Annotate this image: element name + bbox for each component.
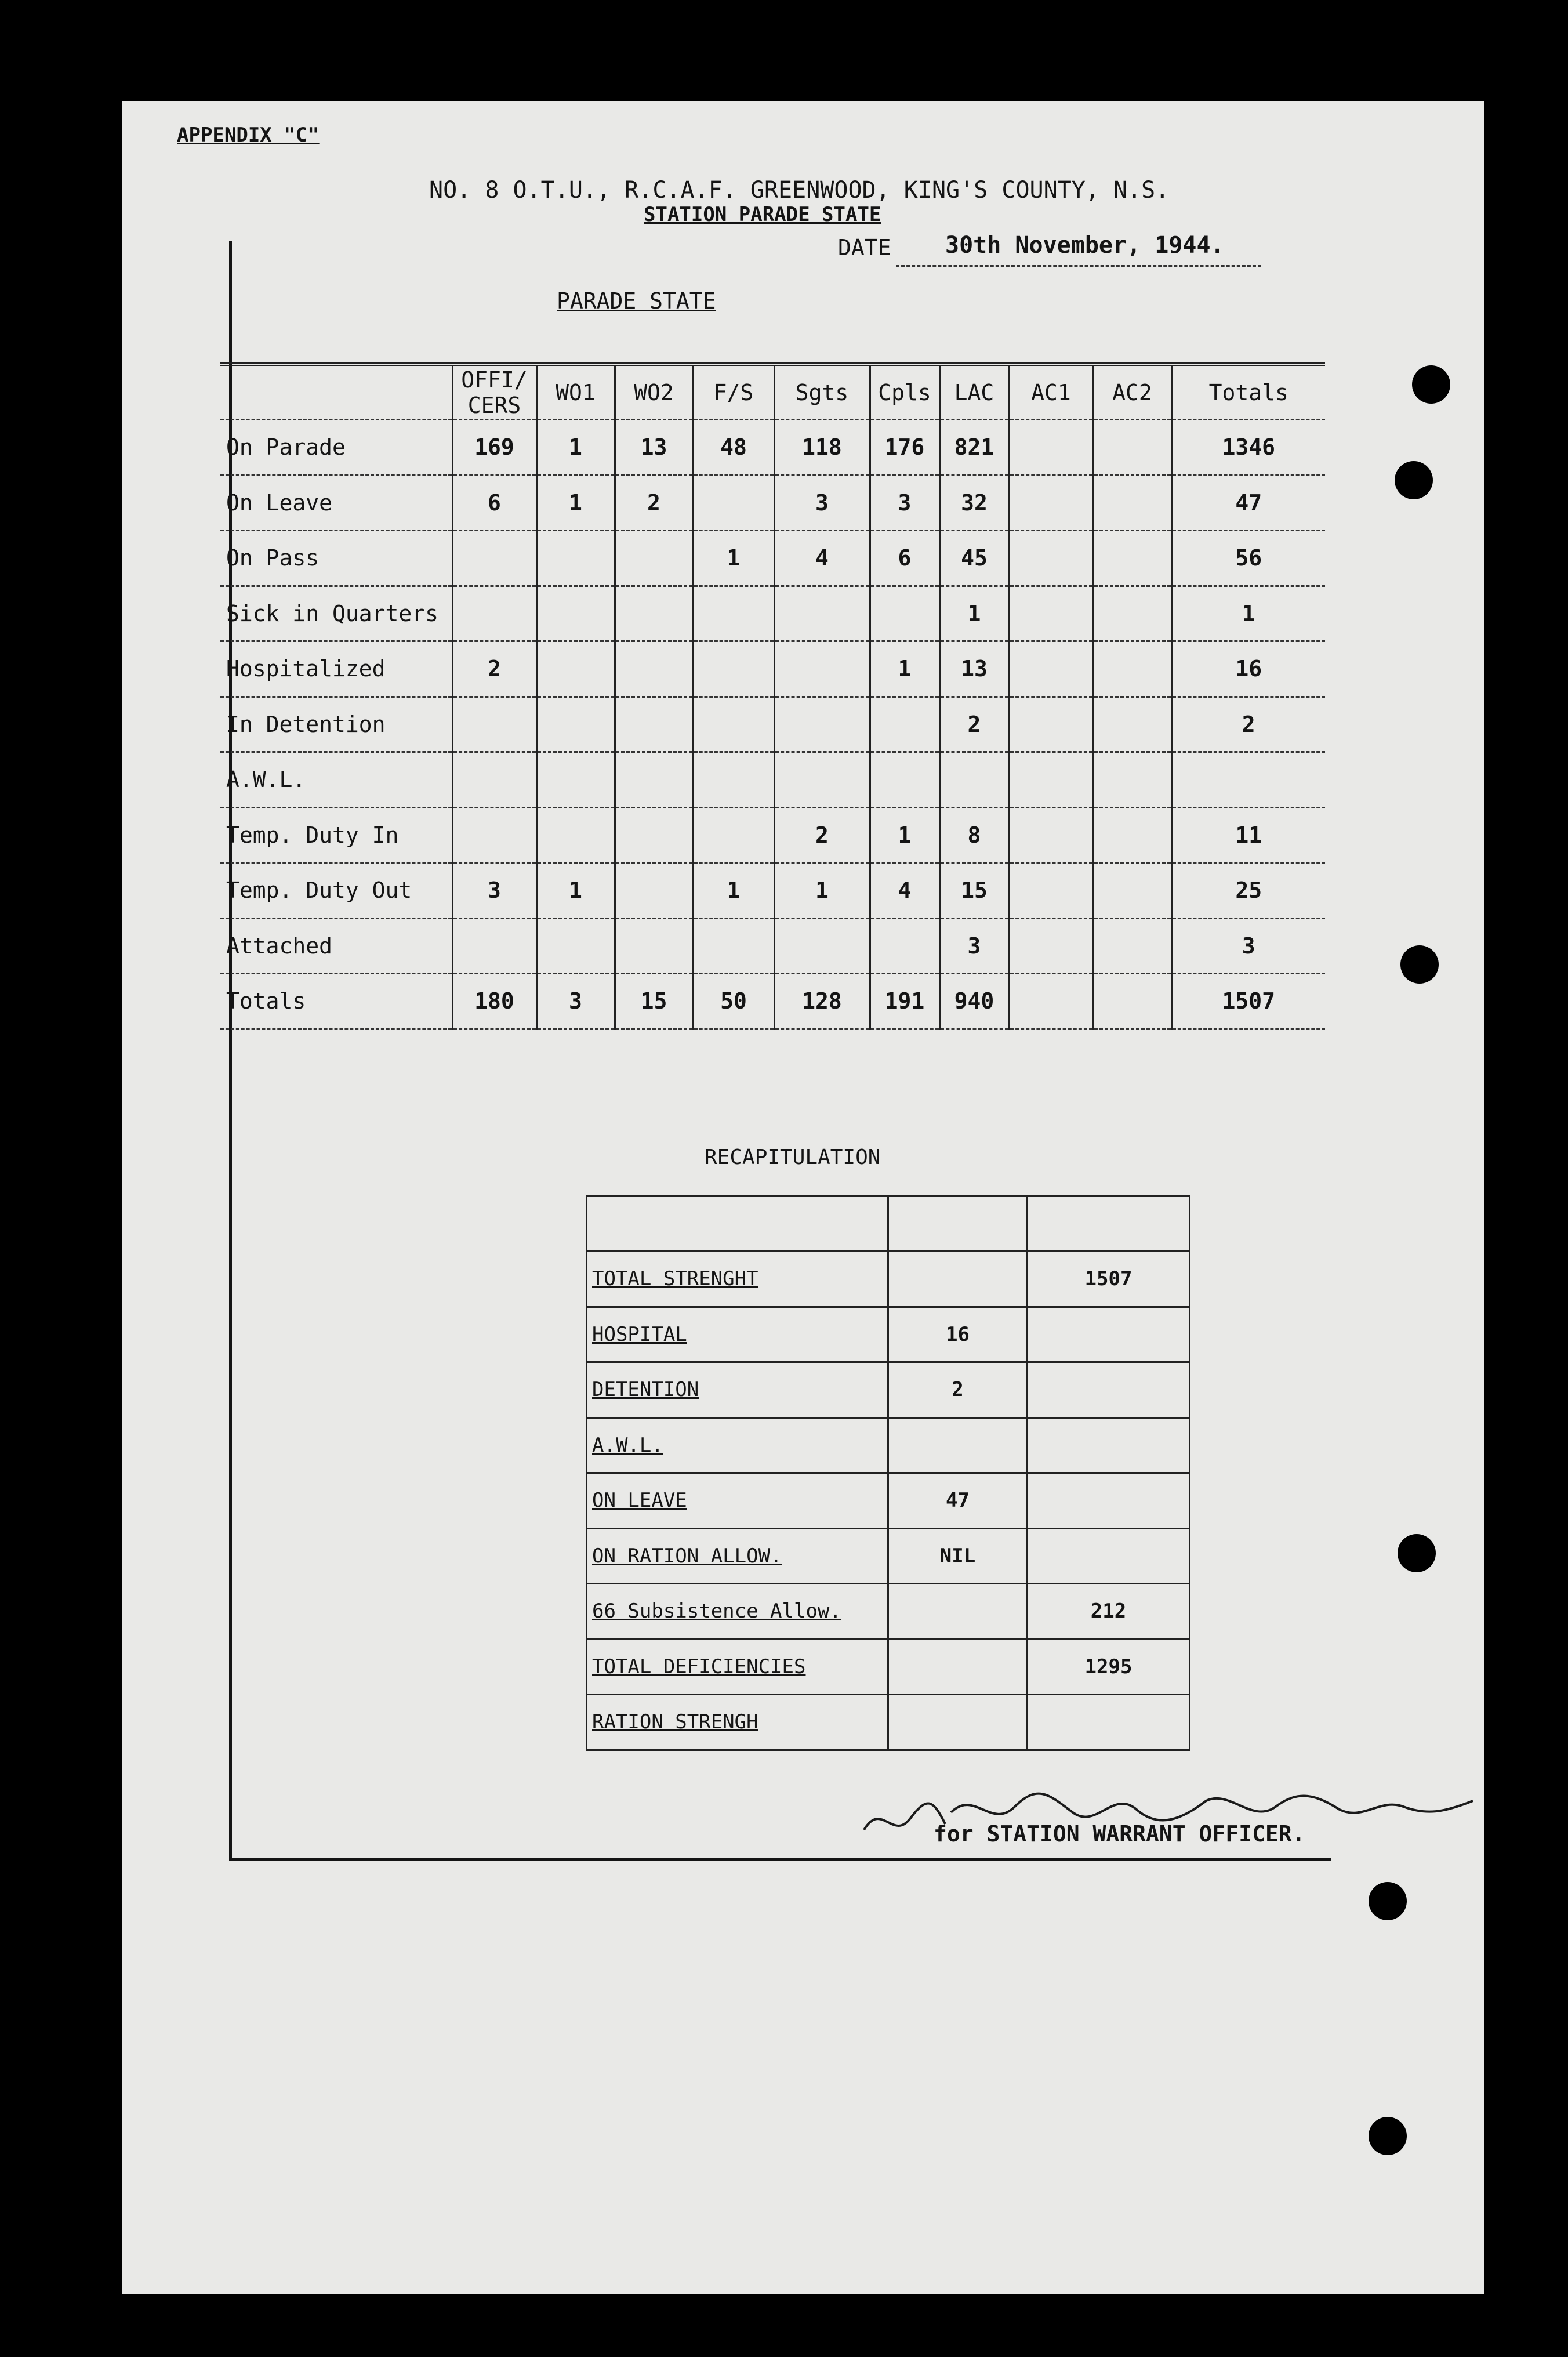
recap-total	[1028, 1196, 1190, 1252]
table-cell	[870, 697, 939, 752]
table-cell: 940	[939, 974, 1009, 1029]
table-cell	[1009, 863, 1093, 919]
recap-row	[587, 1196, 1190, 1252]
table-cell	[452, 918, 536, 974]
table-cell	[536, 807, 615, 863]
date-value: 30th November, 1944.	[945, 232, 1225, 259]
table-cell: 1	[693, 863, 774, 919]
recap-value: 47	[888, 1473, 1028, 1529]
recap-label: TOTAL STRENGHT	[587, 1252, 888, 1307]
table-cell	[693, 918, 774, 974]
table-cell	[693, 807, 774, 863]
table-cell: 1	[693, 531, 774, 586]
column-header: WO2	[615, 364, 693, 420]
table-cell	[1093, 641, 1171, 697]
table-cell: 1	[939, 586, 1009, 641]
row-label: Hospitalized	[220, 641, 452, 697]
recap-total	[1028, 1362, 1190, 1418]
table-cell	[1093, 475, 1171, 531]
recap-value: 16	[888, 1307, 1028, 1362]
recap-total	[1028, 1417, 1190, 1473]
table-cell	[774, 641, 870, 697]
table-row	[220, 752, 1325, 808]
table-cell	[1093, 586, 1171, 641]
table-cell: 3	[870, 475, 939, 531]
row-label: Attached	[220, 918, 452, 974]
table-cell	[1093, 752, 1171, 808]
table-cell	[615, 807, 693, 863]
table-cell	[693, 586, 774, 641]
recap-total	[1028, 1528, 1190, 1584]
table-cell	[536, 918, 615, 974]
recapitulation-table	[586, 1195, 1190, 1751]
recap-row	[587, 1362, 1190, 1418]
recap-row	[587, 1417, 1190, 1473]
row-total-cell: 1507	[1171, 974, 1325, 1029]
recap-total	[1028, 1307, 1190, 1362]
recap-total: 1295	[1028, 1639, 1190, 1695]
table-cell	[1009, 586, 1093, 641]
row-label: Totals	[220, 974, 452, 1029]
recap-label: ON LEAVE	[587, 1473, 888, 1529]
recap-label: ON RATION ALLOW.	[587, 1528, 888, 1584]
table-cell: 6	[870, 531, 939, 586]
table-cell	[870, 918, 939, 974]
table-cell	[1093, 807, 1171, 863]
table-cell: 13	[939, 641, 1009, 697]
row-total-cell: 1346	[1171, 420, 1325, 476]
table-cell	[1093, 531, 1171, 586]
parade-state-title: PARADE STATE	[557, 288, 716, 314]
table-cell: 48	[693, 420, 774, 476]
table-cell	[870, 752, 939, 808]
punch-hole	[1395, 461, 1433, 499]
table-cell	[774, 918, 870, 974]
table-cell	[452, 586, 536, 641]
row-label: Sick in Quarters	[220, 586, 452, 641]
table-cell: 821	[939, 420, 1009, 476]
row-label: In Detention	[220, 697, 452, 752]
recap-label: 66 Subsistence Allow.	[587, 1584, 888, 1640]
table-cell	[536, 531, 615, 586]
column-header	[220, 364, 452, 420]
recap-value: 2	[888, 1362, 1028, 1418]
table-cell	[452, 807, 536, 863]
table-cell: 15	[939, 863, 1009, 919]
recap-label	[587, 1196, 888, 1252]
table-cell: 3	[536, 974, 615, 1029]
recap-value: NIL	[888, 1528, 1028, 1584]
table-cell: 2	[774, 807, 870, 863]
table-header-row	[220, 364, 1325, 420]
table-cell	[452, 697, 536, 752]
column-header: AC1	[1009, 364, 1093, 420]
row-label: A.W.L.	[220, 752, 452, 808]
recap-value	[888, 1695, 1028, 1750]
table-cell: 1	[536, 420, 615, 476]
table-cell	[774, 586, 870, 641]
table-row	[220, 641, 1325, 697]
column-header: LAC	[939, 364, 1009, 420]
recap-row	[587, 1307, 1190, 1362]
table-row	[220, 531, 1325, 586]
table-cell: 128	[774, 974, 870, 1029]
table-cell: 3	[774, 475, 870, 531]
recap-label: RATION STRENGH	[587, 1695, 888, 1750]
row-label: On Leave	[220, 475, 452, 531]
punch-hole	[1369, 2117, 1407, 2155]
table-cell	[1009, 752, 1093, 808]
parade-state-body	[220, 420, 1325, 1029]
table-row	[220, 586, 1325, 641]
table-cell: 176	[870, 420, 939, 476]
table-row	[220, 697, 1325, 752]
table-cell	[615, 697, 693, 752]
recap-total: 1507	[1028, 1252, 1190, 1307]
row-total-cell: 11	[1171, 807, 1325, 863]
recap-row	[587, 1695, 1190, 1750]
recap-row	[587, 1639, 1190, 1695]
table-cell	[1093, 918, 1171, 974]
recap-row	[587, 1252, 1190, 1307]
table-cell	[615, 863, 693, 919]
table-cell	[693, 475, 774, 531]
table-cell: 2	[615, 475, 693, 531]
table-row	[220, 807, 1325, 863]
recap-label: A.W.L.	[587, 1417, 888, 1473]
column-header: OFFI/ CERS	[452, 364, 536, 420]
table-cell	[452, 752, 536, 808]
row-total-cell: 1	[1171, 586, 1325, 641]
recap-row	[587, 1528, 1190, 1584]
column-header: AC2	[1093, 364, 1171, 420]
appendix-label: APPENDIX "C"	[177, 124, 320, 147]
recap-row	[587, 1584, 1190, 1640]
punch-hole	[1412, 365, 1450, 404]
table-cell: 191	[870, 974, 939, 1029]
date-underline	[896, 265, 1261, 267]
table-cell	[452, 531, 536, 586]
table-cell: 13	[615, 420, 693, 476]
document-page	[122, 101, 1484, 2294]
table-cell: 15	[615, 974, 693, 1029]
table-cell	[1009, 531, 1093, 586]
punch-hole	[1400, 945, 1439, 984]
table-row	[220, 475, 1325, 531]
recap-total	[1028, 1695, 1190, 1750]
row-label: Temp. Duty Out	[220, 863, 452, 919]
table-row	[220, 420, 1325, 476]
row-total-cell: 56	[1171, 531, 1325, 586]
parade-state-table	[220, 362, 1325, 1030]
row-label: On Parade	[220, 420, 452, 476]
table-cell: 118	[774, 420, 870, 476]
table-cell	[1009, 697, 1093, 752]
table-row	[220, 974, 1325, 1029]
table-cell	[615, 641, 693, 697]
column-header: WO1	[536, 364, 615, 420]
table-cell: 180	[452, 974, 536, 1029]
table-cell	[870, 586, 939, 641]
punch-hole	[1398, 1534, 1436, 1572]
row-label: Temp. Duty In	[220, 807, 452, 863]
table-cell: 4	[774, 531, 870, 586]
table-cell	[536, 641, 615, 697]
row-total-cell: 3	[1171, 918, 1325, 974]
table-cell	[1093, 697, 1171, 752]
column-header: Sgts	[774, 364, 870, 420]
table-row	[220, 863, 1325, 919]
table-cell	[1009, 974, 1093, 1029]
table-cell: 3	[939, 918, 1009, 974]
table-cell: 2	[939, 697, 1009, 752]
recap-label: HOSPITAL	[587, 1307, 888, 1362]
row-total-cell	[1171, 752, 1325, 808]
table-cell: 1	[536, 475, 615, 531]
table-cell	[1093, 974, 1171, 1029]
signature-caption: for STATION WARRANT OFFICER.	[934, 1821, 1305, 1847]
table-cell: 8	[939, 807, 1009, 863]
table-cell	[693, 697, 774, 752]
table-cell	[1009, 918, 1093, 974]
recap-value	[888, 1584, 1028, 1640]
table-cell	[536, 752, 615, 808]
table-cell: 45	[939, 531, 1009, 586]
table-cell	[1009, 475, 1093, 531]
table-cell	[615, 531, 693, 586]
table-cell: 50	[693, 974, 774, 1029]
table-cell: 4	[870, 863, 939, 919]
unit-header: NO. 8 O.T.U., R.C.A.F. GREENWOOD, KING'S COUNTY, N.S.	[429, 177, 1170, 204]
table-cell: 32	[939, 475, 1009, 531]
table-cell: 1	[870, 807, 939, 863]
row-total-cell: 16	[1171, 641, 1325, 697]
recap-total: 212	[1028, 1584, 1190, 1640]
recapitulation-title: RECAPITULATION	[705, 1145, 881, 1169]
table-cell	[774, 752, 870, 808]
table-cell	[1093, 863, 1171, 919]
table-cell	[536, 586, 615, 641]
row-total-cell: 2	[1171, 697, 1325, 752]
table-cell	[693, 752, 774, 808]
column-header: Totals	[1171, 364, 1325, 420]
row-total-cell: 47	[1171, 475, 1325, 531]
document-title: STATION PARADE STATE	[644, 203, 881, 226]
row-label: On Pass	[220, 531, 452, 586]
table-cell	[615, 918, 693, 974]
table-cell: 1	[536, 863, 615, 919]
table-cell	[693, 641, 774, 697]
recap-value	[888, 1417, 1028, 1473]
table-cell	[1009, 807, 1093, 863]
punch-hole	[1369, 1882, 1407, 1920]
table-cell	[1009, 641, 1093, 697]
date-label: DATE	[838, 235, 891, 260]
column-header: Cpls	[870, 364, 939, 420]
table-cell: 3	[452, 863, 536, 919]
table-cell: 169	[452, 420, 536, 476]
bottom-rule	[229, 1858, 1331, 1861]
table-cell	[1009, 420, 1093, 476]
table-cell	[1093, 420, 1171, 476]
recap-label: DETENTION	[587, 1362, 888, 1418]
table-cell: 2	[452, 641, 536, 697]
recap-value	[888, 1196, 1028, 1252]
recap-value	[888, 1639, 1028, 1695]
table-cell	[615, 586, 693, 641]
row-total-cell: 25	[1171, 863, 1325, 919]
table-cell: 1	[774, 863, 870, 919]
recap-row	[587, 1473, 1190, 1529]
table-cell: 6	[452, 475, 536, 531]
recap-total	[1028, 1473, 1190, 1529]
table-cell	[536, 697, 615, 752]
table-cell: 1	[870, 641, 939, 697]
recapitulation-body	[587, 1196, 1190, 1750]
table-cell	[939, 752, 1009, 808]
recap-label: TOTAL DEFICIENCIES	[587, 1639, 888, 1695]
table-row	[220, 918, 1325, 974]
table-cell	[615, 752, 693, 808]
table-cell	[774, 697, 870, 752]
column-header: F/S	[693, 364, 774, 420]
recap-value	[888, 1252, 1028, 1307]
